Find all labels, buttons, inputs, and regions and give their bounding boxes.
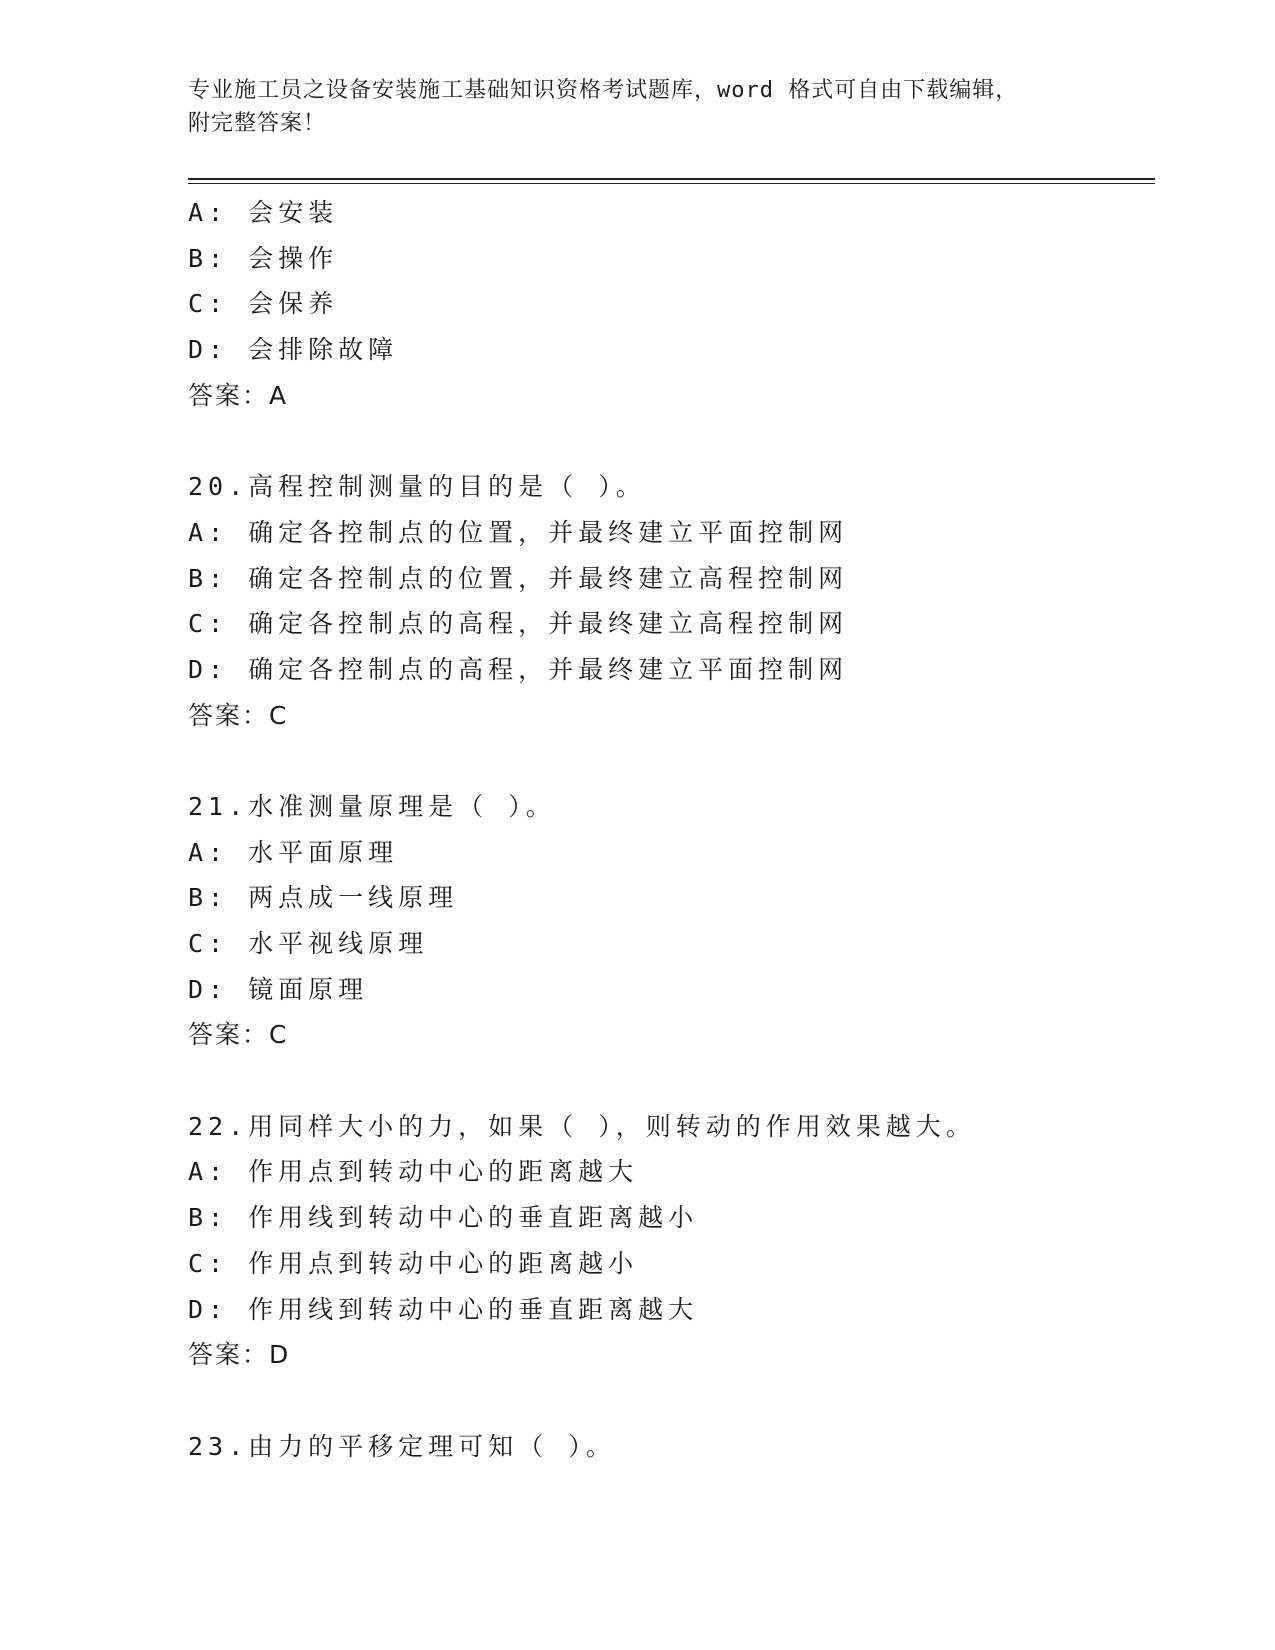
page-header [188, 74, 1088, 140]
option-c: C: 水平视线原理 [188, 929, 429, 958]
question-19-continued [188, 190, 1148, 418]
header-divider [188, 178, 1155, 184]
question-23 [188, 1424, 1148, 1470]
question-20 [188, 464, 1148, 738]
option-c: C: 作用点到转动中心的距离越小 [188, 1248, 639, 1278]
question-stem: 22.用同样大小的力，如果（ ），则转动的作用效果越大。 [188, 1111, 976, 1141]
header-title-line-2: 附完整答案！ [188, 111, 327, 136]
option-b: B: 两点成一线原理 [188, 883, 459, 913]
answer: 答案：C [188, 700, 289, 730]
option-b: B: 会操作 [188, 243, 339, 273]
option-b: B: 确定各控制点的位置，并最终建立高程控制网 [188, 563, 849, 593]
option-d: D: 作用线到转动中心的垂直距离越大 [188, 1294, 699, 1324]
option-b: B: 作用线到转动中心的垂直距离越小 [188, 1203, 699, 1233]
option-c: C: 确定各控制点的高程，并最终建立高程控制网 [188, 609, 849, 639]
option-a: A: 作用点到转动中心的距离越大 [188, 1157, 639, 1187]
option-a: A: 水平面原理 [188, 837, 399, 867]
question-list [188, 190, 1148, 1469]
answer: 答案：C [188, 1020, 289, 1050]
question-stem: 23.由力的平移定理可知（ ）。 [188, 1431, 616, 1461]
option-a: A: 会安装 [188, 198, 339, 227]
option-a: A: 确定各控制点的位置，并最终建立平面控制网 [188, 517, 849, 547]
option-d: D: 镜面原理 [188, 974, 369, 1004]
question-22 [188, 1104, 1148, 1378]
question-stem: 20.高程控制测量的目的是（ ）。 [188, 472, 646, 502]
option-d: D: 会排除故障 [188, 335, 399, 365]
header-title-line-1: 专业施工员之设备安装施工基础知识资格考试题库，word 格式可自由下载编辑， [188, 78, 1019, 103]
option-c: C: 会保养 [188, 289, 339, 319]
answer: 答案：D [188, 1340, 291, 1370]
option-d: D: 确定各控制点的高程，并最终建立平面控制网 [188, 654, 849, 684]
question-stem: 21.水准测量原理是（ ）。 [188, 791, 556, 821]
question-21 [188, 784, 1148, 1058]
answer: 答案：A [188, 380, 289, 410]
